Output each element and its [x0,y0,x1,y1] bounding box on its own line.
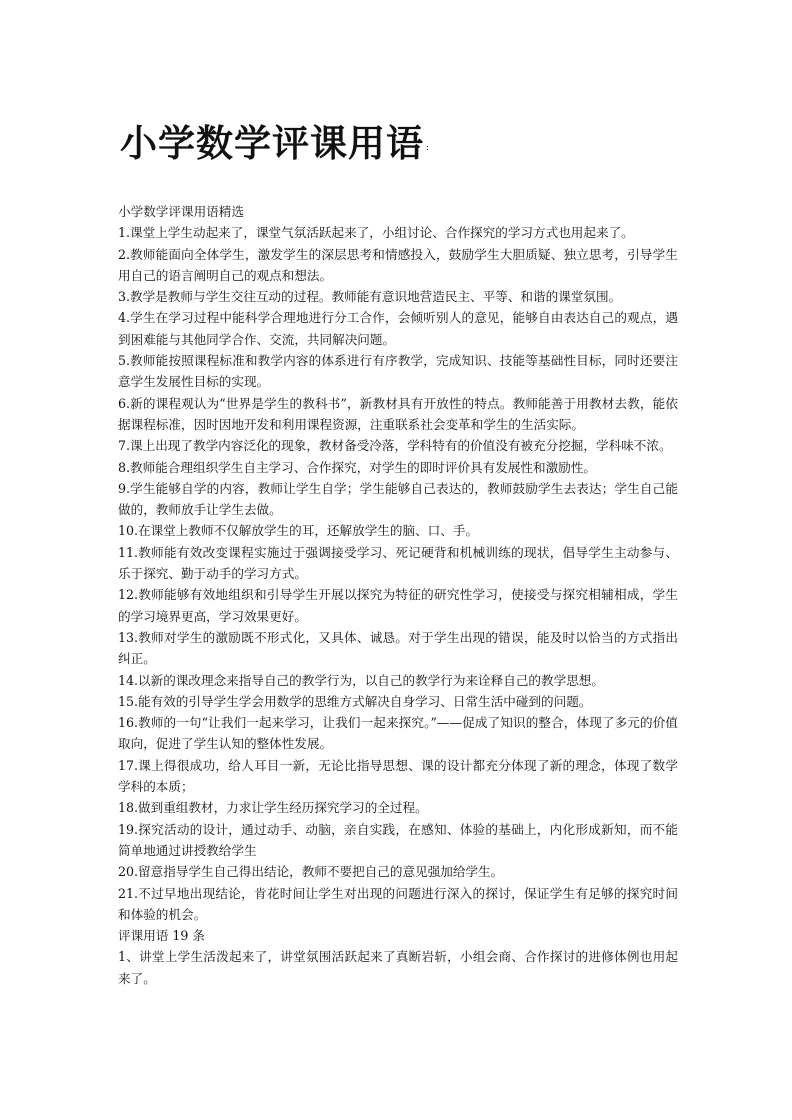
paragraph: 7.课上出现了教学内容泛化的现象，教材备受冷落，学科特有的价值没有被充分挖掘，学科味不浓。 [118,438,672,454]
paragraph: 20.留意指导学生自己得出结论，教师不要把自己的意见强加给学生。 [118,864,504,880]
paragraph: 12.教师能够有效地组织和引导学生开展以探究为特征的研究性学习，使接受与探究相辅相成，学生的学习境界更高，学习效果更好。 [118,587,678,624]
paragraph: 16.教师的一句“让我们一起来学习，让我们一起来探究。”——促成了知识的整合，体现了多元的价值取向，促进了学生认知的整体性发展。 [118,715,678,752]
paragraph: 14.以新的课改理念来指导自己的教学行为，以自己的教学行为来诠释自己的教学思想。 [118,672,604,688]
paragraph: 5.教师能按照课程标准和教学内容的体系进行有序教学，完成知识、技能等基础性目标，同时还要注意学生发展性目标的实现。 [118,353,678,390]
title-mark: : [426,143,430,153]
paragraph: 4.学生在学习过程中能科学合理地进行分工合作，会倾听别人的意见，能够自由表达自己的观点，遇到困难能与其他同学合作、交流，共同解决问题。 [118,310,678,347]
paragraph: 21.不过早地出现结论，肯花时间让学生对出现的问题进行深入的探讨，保证学生有足够的探究时间和体验的机会。 [118,885,678,922]
paragraph: 13.教师对学生的激励既不形式化，又具体、诚恳。对于学生出现的错误，能及时以恰当的方式指出纠正。 [118,629,678,667]
paragraph: 11.教师能有效改变课程实施过于强调接受学习、死记硬背和机械训练的现状，倡导学生主动参与、乐于探究、勤于动手的学习方式。 [118,544,678,582]
paragraph: 1、讲堂上学生活泼起来了，讲堂氛围活跃起来了真断岩斩，小组会商、合作探讨的进修体例也用起来了。 [118,949,678,986]
paragraph: 18.做到重组教材，力求让学生经历探究学习的全过程。 [118,800,428,816]
paragraph: 6.新的课程观认为“世界是学生的教科书”，新教材具有开放性的特点。教师能善于用教材去教，能依据课程标准，因时因地开发和利用课程资源，注重联系社会变革和学生的生活实际。 [118,395,678,432]
title-row [120,118,429,168]
paragraph: 1.课堂上学生动起来了，课堂气氛活跃起来了，小组讨论、合作探究的学习方式也用起来了。 [118,225,634,241]
paragraph: 15.能有效的引导学生学会用数学的思维方式解决自身学习、日常生活中碰到的问题。 [118,693,592,709]
paragraph: 17.课上得很成功，给人耳目一新，无论比指导思想、课的设计都充分体现了新的理念，体现了数学学科的本质； [118,757,678,795]
paragraph: 2.教师能面向全体学生，激发学生的深层思考和情感投入，鼓励学生大胆质疑、独立思考，引导学生用自己的语言阐明自己的观点和想法。 [118,246,678,283]
document-subtitle: 小学数学评课用语精选 [118,204,244,219]
document-body [118,201,678,989]
section-heading: 评课用语 19 条 [118,928,206,944]
paragraph: 8.教师能合理组织学生自主学习、合作探究，对学生的即时评价具有发展性和激励性。 [118,459,596,475]
paragraph: 19.探究活动的设计，通过动手、动脑，亲自实践，在感知、体验的基础上，内化形成新知，而不能简单地通过讲授教给学生 [118,821,678,858]
paragraph: 9.学生能够自学的内容，教师让学生自学；学生能够自己表达的，教师鼓励学生去表达；学生自己能做的，教师放手让学生去做。 [118,480,678,518]
document-title: 小学数学评课用语 [120,121,424,165]
paragraph: 10.在课堂上教师不仅解放学生的耳，还解放学生的脑、口、手。 [118,523,479,539]
paragraph: 3.教学是教师与学生交往互动的过程。教师能有意识地营造民主、平等、和谐的课堂氛围。 [118,289,622,305]
